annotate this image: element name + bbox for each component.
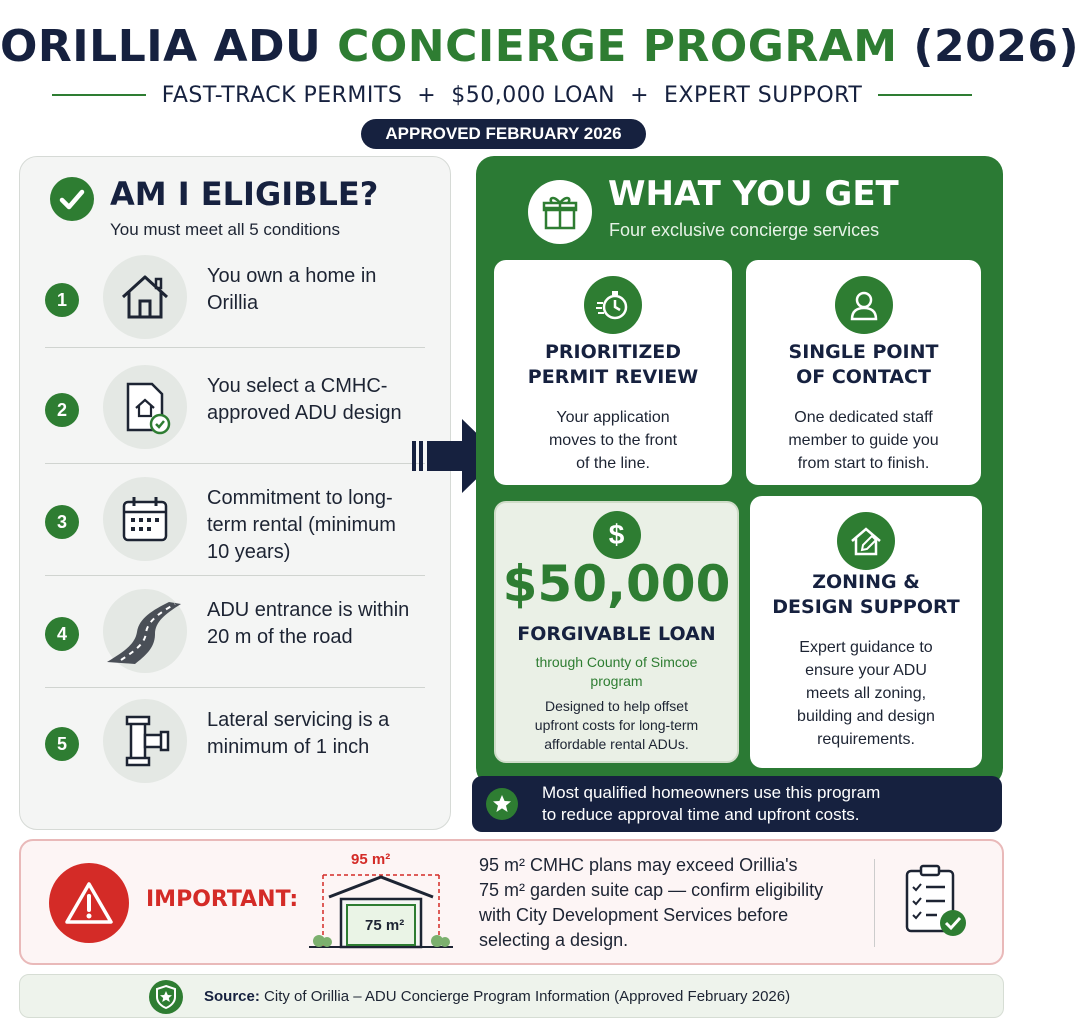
condition-number: 4 [45,617,79,651]
page-subtitle: FAST-TRACK PERMITS + $50,000 LOAN + EXPERT SUPPORT [161,82,863,108]
house-icon [103,255,187,339]
source-footer [19,974,1004,1018]
condition-item [45,255,425,360]
divider [45,687,425,688]
loan-source: through County of Simcoe program [535,654,698,689]
card-description: One dedicated staff member to guide you from start to finish. [788,409,939,472]
pipe-fitting-icon [103,699,187,783]
approved-badge: APPROVED FEBRUARY 2026 [361,119,646,149]
benefits-title: WHAT YOU GET [608,174,899,214]
condition-item [45,365,425,470]
condition-text: Commitment to long-term rental (minimum 10 years) [207,487,396,563]
condition-number: 2 [45,393,79,427]
important-label: IMPORTANT: [146,887,299,912]
loan-description: Designed to help offset upfront costs for long-term affordable rental ADUs. [534,698,699,752]
card-title: SINGLE POINT OF CONTACT [788,341,939,388]
eligibility-panel [19,156,451,830]
banner-text: Most qualified homeowners use this program to reduce approval time and upfront costs. [542,783,881,824]
checklist-clipboard-icon [901,863,971,948]
shield-icon [148,979,184,1020]
cap-size-label: 75 m² [365,917,405,934]
house-pencil-icon [837,512,895,570]
divider [45,347,425,348]
condition-number: 3 [45,505,79,539]
approved-design-document-icon [103,365,187,449]
condition-text: Lateral servicing is a minimum of 1 inch [207,709,390,758]
title-part-1: ORILLIA ADU [0,21,322,72]
title-part-3: (2026) [913,21,1079,72]
plan-size-label: 95 m² [351,851,391,868]
benefits-panel [476,156,1003,786]
benefit-card-loan [494,501,739,763]
road-icon [103,589,187,673]
card-title: ZONING & DESIGN SUPPORT [772,571,960,618]
divider [45,575,425,576]
source-label: Source: [204,988,260,1005]
source-text [204,988,790,1005]
calendar-icon [103,477,187,561]
condition-number: 5 [45,727,79,761]
dollar-icon: $ [593,511,641,559]
card-title: PRIORITIZED PERMIT REVIEW [527,341,699,388]
star-icon [486,788,518,820]
condition-text: You select a CMHC-approved ADU design [207,375,402,424]
eligibility-title: AM I ELIGIBLE? [110,175,379,213]
divider [45,463,425,464]
divider [878,94,972,96]
condition-item [45,477,425,582]
benefits-subtitle: Four exclusive concierge services [609,220,880,240]
card-description: Expert guidance to ensure your ADU meets all zoning, building and design requirements. [797,639,935,748]
condition-text: ADU entrance is within 20 m of the road [207,599,410,648]
loan-title: FORGIVABLE LOAN [517,623,716,645]
garden-suite-diagram [289,847,469,964]
page-title [0,18,1079,76]
card-description: Your application moves to the front of the line. [548,409,678,472]
condition-item [45,589,425,694]
person-icon [835,276,893,334]
benefit-card-zoning [750,496,982,768]
info-banner [472,776,1002,832]
loan-amount: $50,000 [502,555,731,613]
divider [874,859,875,947]
important-notice [19,839,1004,965]
benefit-card-permit-review [494,260,732,485]
source-citation: City of Orillia – ADU Concierge Program Information (Approved February 2026) [264,988,791,1005]
eligibility-header [50,177,440,247]
gift-icon [528,180,592,244]
condition-text: You own a home in Orillia [207,265,377,314]
warning-icon [49,863,129,943]
stopwatch-icon [584,276,642,334]
condition-number: 1 [45,283,79,317]
checkmark-icon [50,177,94,221]
eligibility-subtitle: You must meet all 5 conditions [110,220,340,239]
title-part-2: CONCIERGE PROGRAM [337,21,898,72]
important-text: 95 m² CMHC plans may exceed Orillia's 75 m² garden suite cap — confirm eligibility with City Development Services before selecting a design. [479,855,824,950]
benefit-card-contact [746,260,981,485]
condition-item [45,699,425,804]
divider [52,94,146,96]
subtitle-row [52,80,972,110]
